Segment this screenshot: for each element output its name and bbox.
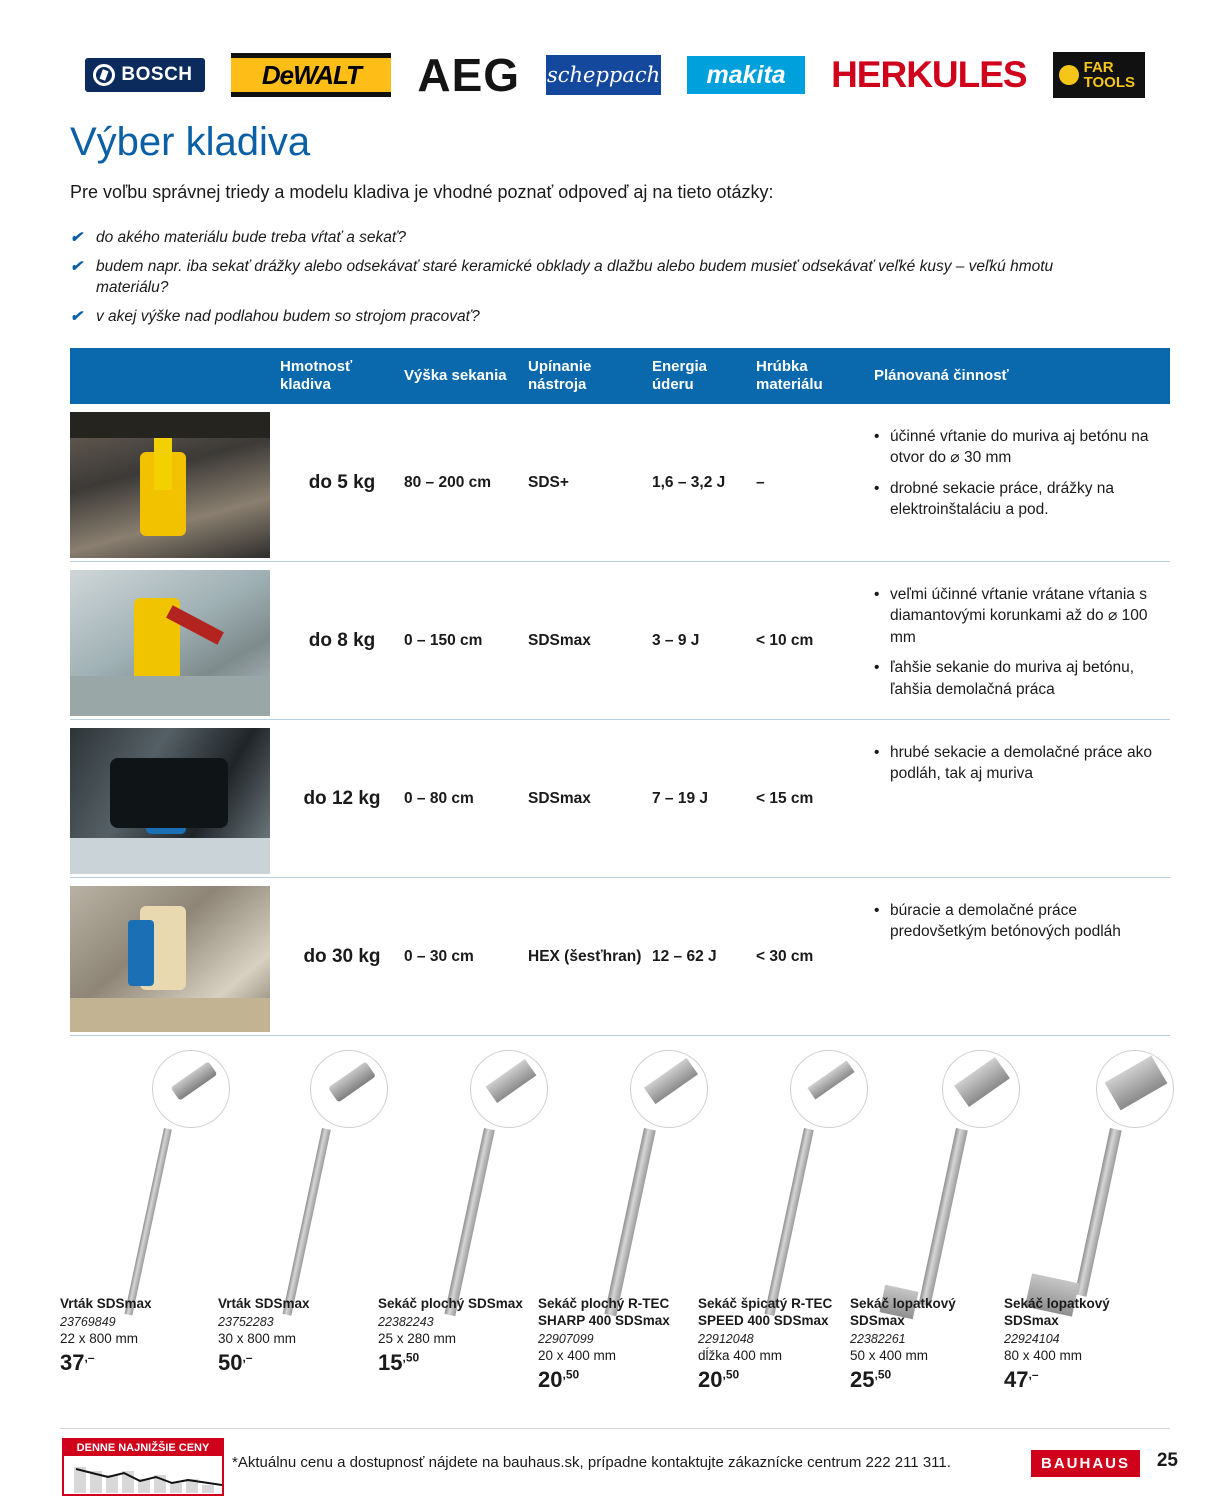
- product-price: $20^{,50}$: [698, 1366, 740, 1392]
- page-intro: Pre voľbu správnej triedy a modelu kladiva je vhodné poznať odpoveď aj na tieto otázky:: [70, 182, 774, 202]
- activity-item: • veľmi účinné vŕtanie vrátane vŕtania s diamantovými korunkami až do ⌀ 100 mm: [874, 584, 1170, 648]
- hammer-selection-table: [70, 348, 1170, 1036]
- brand-bosch: [85, 58, 205, 92]
- fartools-circle-icon: [1059, 65, 1079, 85]
- check-icon: ✔: [70, 307, 83, 325]
- product-info: [378, 1296, 528, 1376]
- product-code: 22924104: [1004, 1331, 1060, 1346]
- product-info: [850, 1296, 1000, 1393]
- product-price: $20^{,50}$: [538, 1366, 580, 1392]
- product-detail-circle: [310, 1050, 388, 1128]
- page-title: Výber kladiva: [70, 120, 311, 164]
- brand-makita: [687, 56, 805, 94]
- brand-dewalt-label: DeWALT: [231, 53, 391, 97]
- product-strip: [60, 1050, 1180, 1450]
- product-detail-circle: [942, 1050, 1020, 1128]
- brand-fartools: [1053, 52, 1145, 98]
- photo-demolition-hammer-floor: [70, 886, 270, 1032]
- product-name: Sekáč špicatý R-TEC SPEED 400 SDSmax: [698, 1296, 833, 1328]
- product-dimension: 80 x 400 mm: [1004, 1347, 1083, 1363]
- check-icon: ✔: [70, 229, 83, 246]
- cell-thickness: < 30 cm: [756, 947, 814, 965]
- row-image-cell: [70, 404, 280, 561]
- bauhaus-logo: BAUHAUS: [1031, 1450, 1140, 1477]
- row-image-cell: [70, 878, 280, 1035]
- product-name: Vrták SDSmax: [60, 1296, 152, 1311]
- table-header-row: [70, 348, 1170, 404]
- activity-item: • hrubé sekacie a demolačné práce ako podláh, tak aj muriva: [874, 742, 1170, 785]
- cell-energy: 12 – 62 J: [652, 947, 717, 965]
- product-detail-circle: [790, 1050, 868, 1128]
- product-image: [70, 1128, 180, 1308]
- activity-item: • účinné vŕtanie do muriva aj betónu na otvor do ⌀ 30 mm: [874, 426, 1170, 469]
- product-code: 22912048: [698, 1331, 754, 1346]
- brand-aeg: AEG: [417, 49, 521, 101]
- lowest-price-badge-label: DENNE NAJNIŽŠIE CENY: [64, 1440, 222, 1456]
- cell-thickness: < 15 cm: [756, 789, 814, 807]
- price-bars-graphic: [70, 1459, 216, 1493]
- bosch-ring-icon: [93, 64, 115, 86]
- product-image: [708, 1128, 818, 1308]
- page-number: 25: [1156, 1450, 1178, 1471]
- table-row: [70, 404, 1170, 562]
- product-dimension: 25 x 280 mm: [378, 1330, 457, 1346]
- photo-worker-wall-chiseling: [70, 570, 270, 716]
- cell-energy: 3 – 9 J: [652, 631, 700, 649]
- cell-height: 0 – 150 cm: [404, 631, 483, 649]
- product-price: 47,–: [1004, 1366, 1039, 1392]
- product-price: $15^{,50}$: [378, 1349, 420, 1375]
- product-code: 22907099: [538, 1331, 594, 1346]
- table-row: [70, 720, 1170, 878]
- cell-activity: [874, 562, 1170, 719]
- brand-logo-bar: [0, 46, 1230, 104]
- product-code: 22382261: [850, 1331, 906, 1346]
- column-header-activity: Plánovaná činnosť: [874, 367, 1009, 385]
- cell-activity: [874, 720, 1170, 877]
- brand-bosch-label: BOSCH: [121, 64, 193, 85]
- cell-energy: 7 – 19 J: [652, 789, 709, 807]
- column-header-thickness: Hrúbka materiálu: [756, 358, 823, 393]
- cell-chuck: SDSmax: [528, 631, 591, 649]
- product-detail-circle: [1096, 1050, 1174, 1128]
- brand-makita-label: makita: [687, 56, 805, 94]
- product-detail-circle: [152, 1050, 230, 1128]
- photo-worker-ceiling-drill: [70, 412, 270, 558]
- footer-note: *Aktuálnu cenu a dostupnosť nájdete na bauhaus.sk, prípadne kontaktujte zákaznícke centrum 222 211 311.: [232, 1454, 951, 1471]
- cell-weight: do 5 kg: [308, 471, 376, 493]
- column-header-height: Výška sekania: [404, 367, 507, 385]
- product-info: [538, 1296, 688, 1393]
- product-name: Sekáč plochý SDSmax: [378, 1296, 523, 1311]
- product-dimension: 30 x 800 mm: [218, 1330, 297, 1346]
- product-name: Sekáč lopatkový SDSmax: [1004, 1296, 1110, 1328]
- product-dimension: 20 x 400 mm: [538, 1347, 617, 1363]
- table-row: [70, 562, 1170, 720]
- column-header-energy: Energia úderu: [652, 358, 708, 393]
- product-info: [218, 1296, 368, 1376]
- product-price: $25^{,50}$: [850, 1366, 892, 1392]
- footer-divider: [60, 1428, 1170, 1429]
- photo-wall-breakthrough: [70, 728, 270, 874]
- activity-item: • búracie a demolačné práce predovšetkým betónových podláh: [874, 900, 1170, 943]
- list-item: [70, 228, 1070, 249]
- lowest-price-badge: [62, 1438, 224, 1496]
- cell-height: 0 – 30 cm: [404, 947, 474, 965]
- cell-chuck: SDS+: [528, 473, 569, 491]
- product-dimension: 22 x 800 mm: [60, 1330, 139, 1346]
- product-dimension: 50 x 400 mm: [850, 1347, 929, 1363]
- cell-weight: do 12 kg: [303, 787, 381, 809]
- cell-chuck: HEX (šesťhran): [528, 947, 642, 965]
- product-image: [860, 1128, 970, 1308]
- product-info: [60, 1296, 210, 1376]
- product-code: 23769849: [60, 1314, 116, 1329]
- list-item-label: v akej výške nad podlahou budem so strojom pracovať?: [96, 307, 480, 325]
- product-detail-circle: [470, 1050, 548, 1128]
- list-item: [70, 307, 1070, 328]
- cell-height: 0 – 80 cm: [404, 789, 474, 807]
- cell-activity: [874, 404, 1170, 561]
- product-image: [548, 1128, 658, 1308]
- product-name: Vrták SDSmax: [218, 1296, 310, 1311]
- product-image: [1014, 1128, 1124, 1308]
- product-price: 37,–: [60, 1349, 95, 1375]
- cell-weight: do 30 kg: [303, 945, 381, 967]
- cell-thickness: < 10 cm: [756, 631, 814, 649]
- brand-fartools-label: FAR TOOLS: [1083, 59, 1136, 91]
- activity-item: • drobné sekacie práce, drážky na elektroinštaláciu a pod.: [874, 478, 1170, 521]
- product-price: 50,–: [218, 1349, 253, 1375]
- activity-item: • ľahšie sekanie do muriva aj betónu, ľahšia demolačná práca: [874, 657, 1170, 700]
- column-header-chuck: Upínanie nástroja: [528, 358, 592, 393]
- product-info: [698, 1296, 848, 1393]
- row-image-cell: [70, 720, 280, 877]
- page-footer: [0, 1428, 1230, 1500]
- brand-dewalt: [231, 53, 391, 97]
- product-info: [1004, 1296, 1154, 1393]
- cell-activity: [874, 878, 1170, 1035]
- list-item-label: budem napr. iba sekať drážky alebo odsekávať staré keramické obklady a dlažbu alebo budem musieť odsekávať veľké kusy – veľkú hmotu materiálu?: [96, 257, 1054, 296]
- cell-height: 80 – 200 cm: [404, 473, 492, 491]
- check-icon: ✔: [70, 257, 83, 275]
- column-header-weight: Hmotnosť kladiva: [280, 358, 353, 393]
- cell-thickness: –: [756, 473, 765, 491]
- product-detail-circle: [630, 1050, 708, 1128]
- brand-scheppach-label: scheppach: [546, 55, 661, 95]
- list-item: [70, 257, 1070, 299]
- product-image: [228, 1128, 338, 1308]
- cell-chuck: SDSmax: [528, 789, 591, 807]
- product-image: [388, 1128, 498, 1308]
- zigzag-line-icon: [76, 1467, 222, 1487]
- product-code: 23752283: [218, 1314, 274, 1329]
- product-code: 22382243: [378, 1314, 434, 1329]
- product-name: Sekáč lopatkový SDSmax: [850, 1296, 956, 1328]
- table-row: [70, 878, 1170, 1036]
- product-name: Sekáč plochý R-TEC SHARP 400 SDSmax: [538, 1296, 670, 1328]
- brand-herkules: HERKULES: [831, 54, 1027, 95]
- product-dimension: dĺžka 400 mm: [698, 1347, 783, 1363]
- question-list: [70, 228, 1070, 336]
- cell-energy: 1,6 – 3,2 J: [652, 473, 726, 491]
- brand-scheppach: [546, 55, 661, 95]
- row-image-cell: [70, 562, 280, 719]
- list-item-label: do akého materiálu bude treba vŕtať a sekať?: [96, 229, 406, 246]
- cell-weight: do 8 kg: [308, 629, 376, 651]
